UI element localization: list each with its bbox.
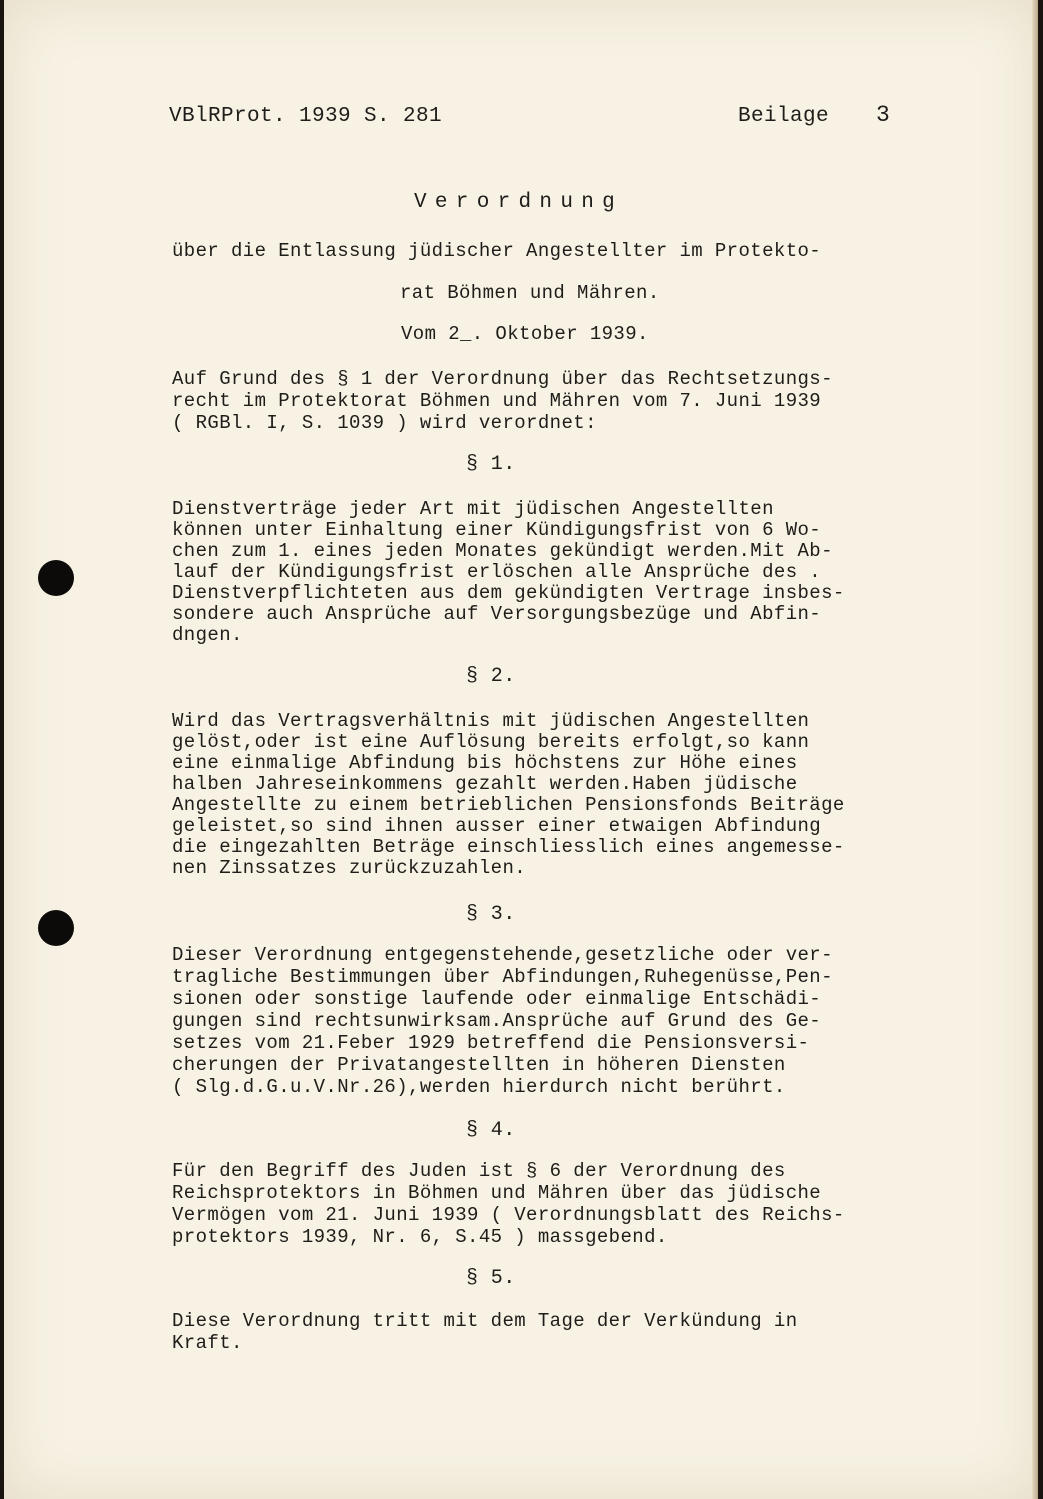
section-text-line: Angestellte zu einem betrieblichen Pensionsfonds Beiträge (172, 794, 845, 816)
section-text-line: ( Slg.d.G.u.V.Nr.26),werden hierdurch nicht berührt. (172, 1076, 786, 1098)
page-edge (1032, 0, 1038, 1499)
section-text-line: setzes vom 21.Feber 1929 betreffend die Pensionsversi- (172, 1032, 810, 1054)
section-text-line: Vermögen vom 21. Juni 1939 ( Verordnungsblatt des Reichs- (172, 1204, 845, 1226)
preamble-line: Auf Grund des § 1 der Verordnung über das Rechtsetzungs- (172, 368, 833, 390)
section-text-line: Reichsprotektors in Böhmen und Mähren über das jüdische (172, 1182, 822, 1204)
subtitle-line: rat Böhmen und Mähren. (400, 282, 660, 304)
section-text-line: protektors 1939, Nr. 6, S.45 ) massgebend. (172, 1226, 668, 1248)
section-text-line: gelöst,oder ist eine Auflösung bereits erfolgt,so kann (172, 731, 810, 753)
section-text-line: Dienstverträge jeder Art mit jüdischen Angestellten (172, 498, 774, 520)
section-text-line: Kraft. (172, 1332, 243, 1354)
section-text-line: chen zum 1. eines jeden Monates gekündigt werden.Mit Ab- (172, 540, 833, 562)
section-text-line: gungen sind rechtsunwirksam.Ansprüche auf Grund des Ge- (172, 1010, 822, 1032)
section-text-line: sionen oder sonstige laufende oder einmalige Entschädi- (172, 988, 822, 1010)
document-title: Verordnung (414, 191, 624, 214)
section-label: § 1. (466, 453, 516, 476)
section-text-line: Diese Verordnung tritt mit dem Tage der Verkündung in (172, 1310, 798, 1332)
attachment-label: Beilage (738, 105, 830, 128)
section-text-line: eine einmalige Abfindung bis höchstens zur Höhe eines (172, 752, 798, 774)
attachment-number: 3 (876, 102, 891, 128)
preamble-line: ( RGBl. I, S. 1039 ) wird verordnet: (172, 412, 597, 434)
punch-hole (38, 560, 74, 596)
section-label: § 2. (466, 665, 516, 688)
preamble-line: recht im Protektorat Böhmen und Mähren vom 7. Juni 1939 (172, 390, 822, 412)
section-text-line: cherungen der Privatangestellten in höheren Diensten (172, 1054, 786, 1076)
section-text-line: geleistet,so sind ihnen ausser einer etwaigen Abfindung (172, 815, 822, 837)
section-text-line: lauf der Kündigungsfrist erlöschen alle Ansprüche des . (172, 561, 822, 583)
section-text-line: dngen. (172, 624, 243, 646)
section-label: § 4. (466, 1119, 516, 1142)
section-text-line: halben Jahreseinkommens gezahlt werden.Haben jüdische (172, 773, 798, 795)
section-text-line: Dieser Verordnung entgegenstehende,gesetzliche oder ver- (172, 944, 833, 966)
section-text-line: die eingezahlten Beträge einschliesslich eines angemesse- (172, 836, 845, 858)
subtitle-line: über die Entlassung jüdischer Angestellter im Protekto- (172, 240, 822, 262)
section-label: § 3. (466, 903, 516, 926)
section-text-line: Dienstverpflichteten aus dem gekündigten Vertrage insbes- (172, 582, 845, 604)
section-text-line: Wird das Vertragsverhältnis mit jüdischen Angestellten (172, 710, 810, 732)
section-text-line: tragliche Bestimmungen über Abfindungen,Ruhegenüsse,Pen- (172, 966, 833, 988)
reference-number: VBlRProt. 1939 S. 281 (169, 105, 443, 128)
section-text-line: nen Zinssatzes zurückzuzahlen. (172, 857, 527, 879)
punch-hole (38, 910, 74, 946)
section-label: § 5. (466, 1267, 516, 1290)
document-date: Vom 2_. Oktober 1939. (401, 323, 649, 345)
section-text-line: sondere auch Ansprüche auf Versorgungsbezüge und Abfin- (172, 603, 822, 625)
section-text-line: Für den Begriff des Juden ist § 6 der Verordnung des (172, 1160, 786, 1182)
section-text-line: können unter Einhaltung einer Kündigungsfrist von 6 Wo- (172, 519, 822, 541)
